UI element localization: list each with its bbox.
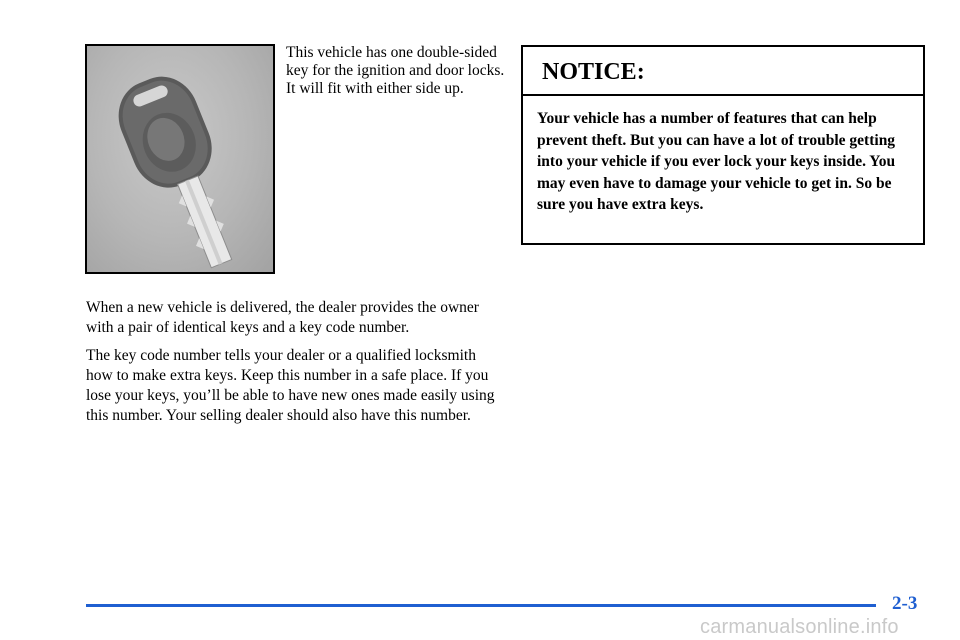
key-photo (85, 44, 275, 274)
paragraph-key-code: The key code number tells your dealer or a qualified locksmith how to make extra keys. Keep this number in a safe place. If you lose your keys, you’ll be able to have new ones made easily using this number. Your selling dealer should also have this number. (86, 347, 495, 424)
paragraph-dealer-keys: When a new vehicle is delivered, the dealer provides the owner with a pair of identical keys and a key code number. (86, 299, 479, 336)
notice-heading: NOTICE: (523, 47, 923, 96)
key-icon (87, 46, 273, 272)
body-text (86, 298, 506, 434)
notice-box (521, 45, 925, 245)
page-number: 2-3 (892, 593, 918, 614)
watermark: carmanualsonline.info (700, 616, 899, 638)
intro-text (286, 44, 506, 98)
notice-text: Your vehicle has a number of features that can help prevent theft. But you can have a lot of trouble getting into your vehicle if you ever lock your keys inside. You may even have to damage your vehicle to get in. So be sure you have extra keys. (537, 110, 896, 213)
intro-paragraph: This vehicle has one double-sided key for the ignition and door locks. It will fit with either side up. (286, 44, 505, 97)
footer-rule (86, 604, 876, 607)
